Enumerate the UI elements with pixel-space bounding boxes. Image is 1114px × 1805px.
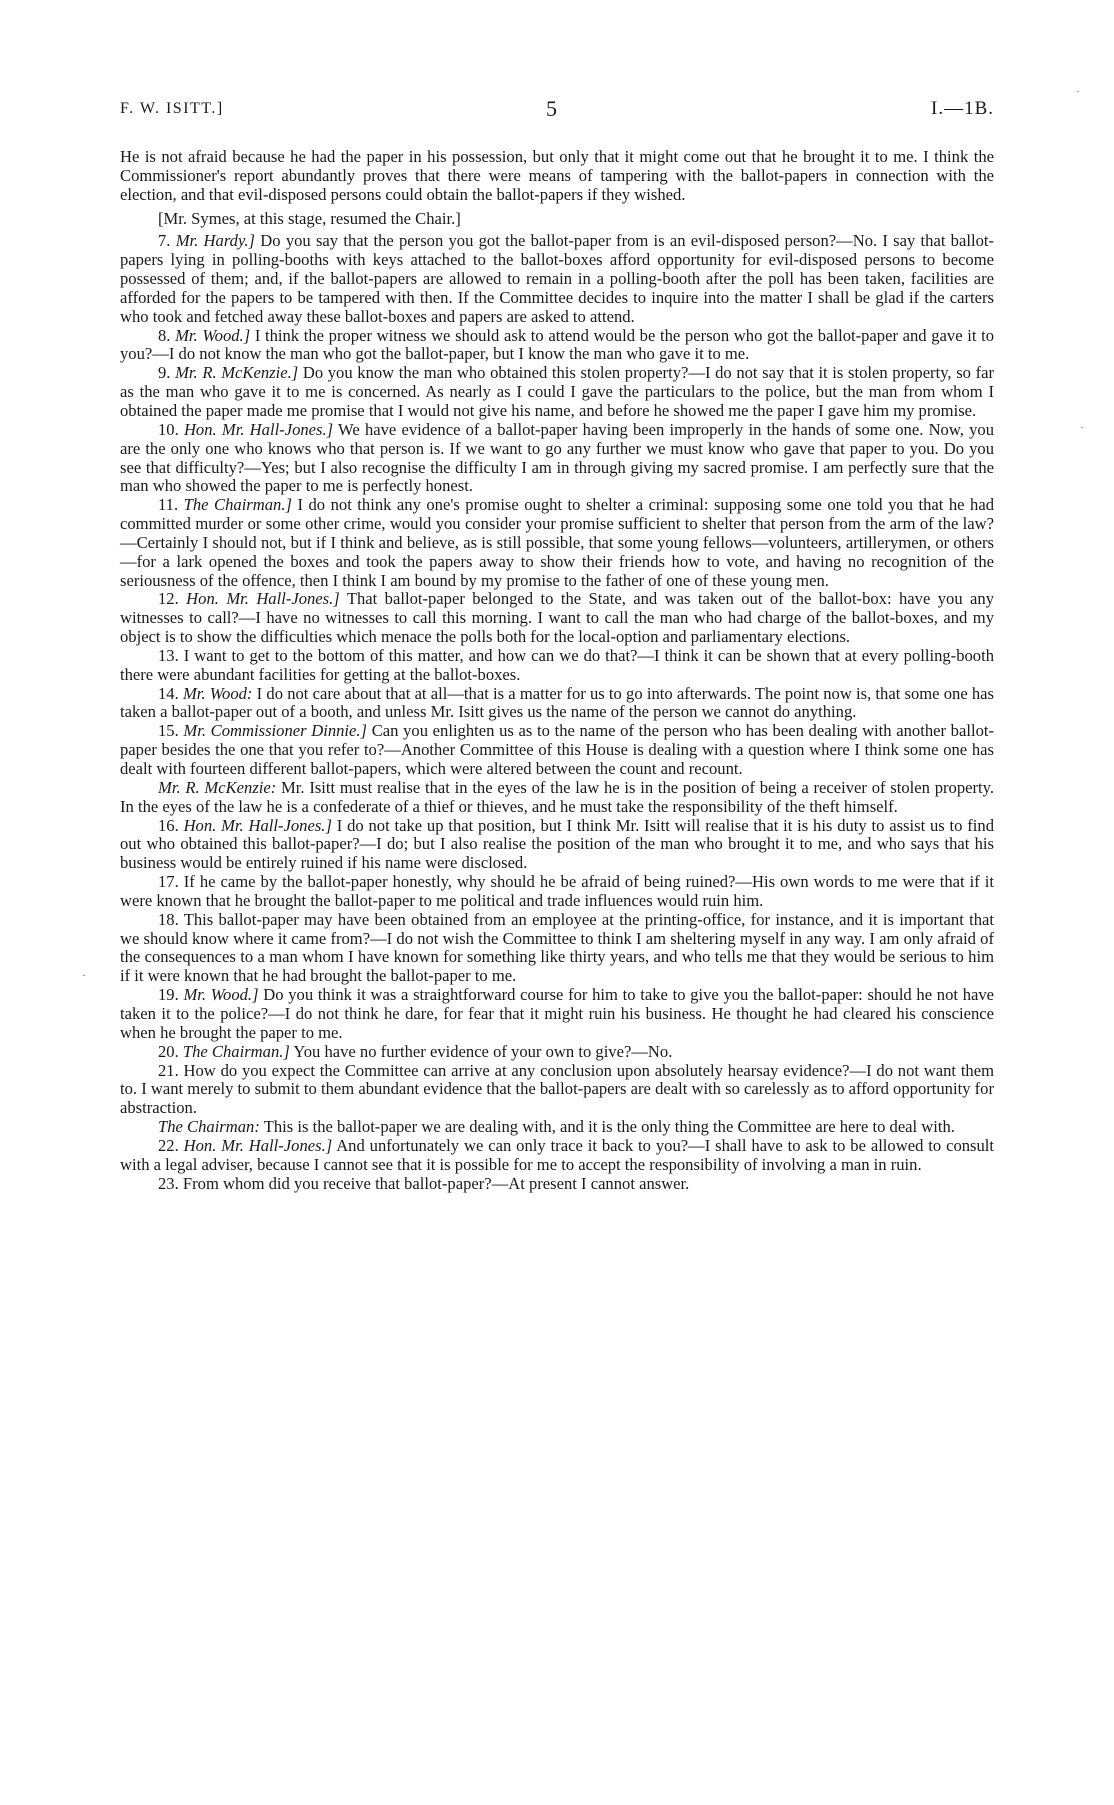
evidence-paragraph bbox=[120, 1043, 994, 1062]
question-number: 7. bbox=[158, 231, 176, 251]
paragraph-text: Do you think it was a straightforward course for him to take to give you the ballot-paper: should he not have taken it to the police?—I do not think he dare, for fear that it might ruin his business. He thought he had cleared his conscience when he brought the paper to me. bbox=[120, 985, 995, 1042]
evidence-paragraph bbox=[120, 1062, 994, 1119]
question-number: 10. bbox=[158, 419, 184, 439]
paragraph-text: Do you know the man who obtained this stolen property?—I do not say that it is stolen property, so far as the man who gave it to me is concerned. As nearly as I could I gave the particulars to the police, but the man from whom I obtained the paper made me promise that I would not give his name, and before he showed me the paper I gave him my promise. bbox=[120, 363, 995, 420]
question-number: 16. bbox=[158, 815, 184, 835]
paragraph-text: I do not care about that at all—that is a matter for us to go into afterwards. The point now is, that some one has taken a ballot-paper out of a booth, and unless Mr. Isitt gives us the name of the person we cannot do anything. bbox=[120, 683, 995, 722]
question-number: 17. bbox=[158, 872, 184, 892]
speaker-name: Mr. Wood.] bbox=[183, 985, 259, 1005]
evidence-paragraph bbox=[120, 496, 994, 590]
evidence-paragraph bbox=[120, 1118, 994, 1137]
question-number: 20. bbox=[158, 1041, 183, 1061]
paragraph-text: Do you say that the person you got the ballot-paper from is an evil-disposed person?—No. I say that ballot-papers lying in polling-booths with keys attached to the ballot-boxes afford opportunity for evil-disposed persons to become possessed of them; and, if the ballot-papers are allowed to remain in a polling-booth after the poll has been taken, facilities are afforded for the papers to be tampered with then. If the Committee decides to inquire into the matter I shall be glad if the carters who took and fetched away these ballot-boxes and papers are asked to attend. bbox=[120, 231, 995, 326]
question-number: 19. bbox=[158, 985, 184, 1005]
speaker-name: Mr. R. McKenzie.] bbox=[175, 363, 299, 383]
speaker-name: Hon. Mr. Hall-Jones.] bbox=[183, 1135, 333, 1155]
paragraph-text: That ballot-paper belonged to the State, and was taken out of the ballot-box: have you any witnesses to call?—I have no witnesses to call this morning. I want to call the man who had charge of the ballot-boxes, and my object is to show the difficulties which menace the polls both for the local-option and parliamentary elections. bbox=[120, 589, 995, 647]
evidence-paragraph bbox=[120, 911, 994, 986]
evidence-paragraph bbox=[120, 210, 994, 229]
speaker-name: Mr. R. McKenzie: bbox=[158, 777, 277, 797]
evidence-paragraph bbox=[120, 647, 994, 685]
question-number: 11. bbox=[158, 495, 184, 515]
evidence-paragraph bbox=[120, 590, 994, 647]
paragraph-text: I do not take up that position, but I think Mr. Isitt will realise that it is his duty to assist us to find out who obtained this ballot-paper?—I do; but I also realise the position of the man who brought it to me, and who says that his business would be entirely ruined if his name were disclosed. bbox=[120, 815, 994, 873]
paragraph-text: You have no further evidence of your own to give?—No. bbox=[293, 1041, 673, 1061]
question-number: 21. bbox=[158, 1060, 184, 1080]
question-number: 22. bbox=[158, 1135, 184, 1155]
speaker-name: Mr. Hardy.] bbox=[175, 231, 256, 251]
paragraph-text: This ballot-paper may have been obtained from an employee at the printing-office, for instance, and it is important that we should know where it came from?—I do not wish the Committee to think I am sheltering myself in any way. I am only afraid of the consequences to a man whom I have known for something like thirty years, and who tells me that they would be serious to him if it were known that he had brought the ballot-paper to me. bbox=[120, 909, 995, 986]
paragraph-text: I think the proper witness we should ask to attend would be the person who got the ballot-paper and gave it to you?—I do not know the man who got the ballot-paper, but I know the man who gave it to me. bbox=[120, 325, 994, 364]
paragraph-text: And unfortunately we can only trace it back to you?—I shall have to ask to be allowed to consult with a legal adviser, because I cannot see that it is possible for me to accept the responsibility of involving a man in ruin. bbox=[120, 1135, 995, 1174]
question-number: 12. bbox=[158, 589, 187, 609]
evidence-paragraph bbox=[120, 685, 994, 723]
evidence-paragraph bbox=[120, 1175, 994, 1194]
evidence-paragraph bbox=[120, 779, 994, 817]
question-number: 13. bbox=[158, 645, 184, 665]
evidence-paragraph bbox=[120, 817, 994, 874]
question-number: 23. bbox=[158, 1173, 183, 1193]
paragraph-text: We have evidence of a ballot-paper having been improperly in the hands of some one. Now, you are the only one who knows who that person is. If we want to go any further we must know who gave that paper to you. Do you see that difficulty?—Yes; but I also recognise the difficulty I am in through giving my sacred promise. I am perfectly sure that the man who showed the paper to me is perfectly honest. bbox=[120, 419, 994, 496]
scan-speck: · bbox=[82, 968, 86, 982]
paragraph-text: How do you expect the Committee can arrive at any conclusion upon absolutely hearsay evidence?—I do not want them to. I want merely to submit to them abundant evidence that the ballot-papers are dealt with so carelessly as to afford opportunity for abstraction. bbox=[120, 1060, 994, 1118]
speaker-name: Mr. Wood.] bbox=[175, 325, 251, 345]
paragraph-text: From whom did you receive that ballot-paper?—At present I cannot answer. bbox=[182, 1173, 690, 1193]
page-header bbox=[120, 96, 994, 120]
speaker-name: Hon. Mr. Hall-Jones.] bbox=[186, 589, 340, 609]
speaker-name: The Chairman: bbox=[158, 1117, 260, 1137]
evidence-paragraph bbox=[120, 722, 994, 779]
evidence-paragraph bbox=[120, 148, 994, 205]
speaker-name: Hon. Mr. Hall-Jones.] bbox=[183, 815, 332, 835]
evidence-paragraph bbox=[120, 986, 994, 1043]
evidence-paragraph bbox=[120, 327, 994, 365]
header-paper-code: I.—1B. bbox=[931, 98, 994, 119]
paragraph-text: If he came by the ballot-paper honestly, why should he be afraid of being ruined?—His own words to me were that if it were known that he brought the ballot-paper to me political and trade influences would ruin him. bbox=[120, 872, 995, 910]
header-witness-name: F. W. ISITT.] bbox=[120, 100, 224, 117]
scan-speck: · bbox=[1076, 84, 1080, 98]
paragraph-text: He is not afraid because he had the paper in his possession, but only that it might come out that he brought it to me. I think the Commissioner's report abundantly proves that there were means of tampering with the ballot-papers in connection with the election, and that evil-disposed persons could obtain the ballot-papers if they wished. bbox=[120, 147, 994, 204]
scan-speck: · bbox=[1080, 420, 1084, 434]
question-number: 14. bbox=[158, 683, 183, 703]
paragraph-text: I want to get to the bottom of this matter, and how can we do that?—I think it can be shown that at every polling-booth there were abundant facilities for getting at the ballot-boxes. bbox=[120, 645, 994, 684]
evidence-paragraph bbox=[120, 1137, 994, 1175]
speaker-name: The Chairman.] bbox=[182, 1041, 290, 1061]
speaker-name: Mr. Wood: bbox=[182, 683, 253, 703]
evidence-paragraph bbox=[120, 421, 994, 496]
evidence-paragraph bbox=[120, 232, 994, 326]
evidence-paragraph bbox=[120, 364, 994, 421]
question-number: 9. bbox=[158, 363, 176, 383]
question-number: 15. bbox=[158, 721, 184, 741]
paragraph-text: This is the ballot-paper we are dealing with, and it is the only thing the Committee are here to deal with. bbox=[263, 1117, 955, 1137]
page-number: 5 bbox=[546, 96, 558, 121]
paragraph-text: Mr. Isitt must realise that in the eyes of the law he is in the position of being a receiver of stolen property. In the eyes of the law he is a confederate of a thief or thieves, and he must take the responsibility of the theft himself. bbox=[120, 777, 994, 816]
paragraph-text: [Mr. Symes, at this stage, resumed the Chair.] bbox=[158, 208, 461, 228]
paragraph-text: Can you enlighten us as to the name of the person who has been dealing with another ballot-paper besides the one that you refer to?—Another Committee of this House is dealing with a question where I think some one has dealt with fourteen different ballot-papers, which were altered between the count and recount. bbox=[120, 721, 994, 778]
question-number: 18. bbox=[158, 909, 184, 929]
evidence-paragraph bbox=[120, 873, 994, 911]
speaker-name: The Chairman.] bbox=[183, 495, 292, 515]
speaker-name: Hon. Mr. Hall-Jones.] bbox=[183, 419, 334, 439]
question-number: 8. bbox=[158, 325, 176, 345]
paragraph-text: I do not think any one's promise ought to shelter a criminal: supposing some one told you that he had committed murder or some other crime, would you consider your promise sufficient to shelter that person from the arm of the law?—Certainly I should not, but if I think and believe, as is still possible, that some young fellows—volunteers, artillerymen, or others—for a lark opened the boxes and took the papers away to show their friends how to vote, and having no recognition of the seriousness of the offence, then I think I am bound by my promise to the father of one of these young men. bbox=[120, 495, 994, 590]
evidence-body bbox=[120, 148, 994, 1193]
speaker-name: Mr. Commissioner Dinnie.] bbox=[183, 721, 368, 741]
